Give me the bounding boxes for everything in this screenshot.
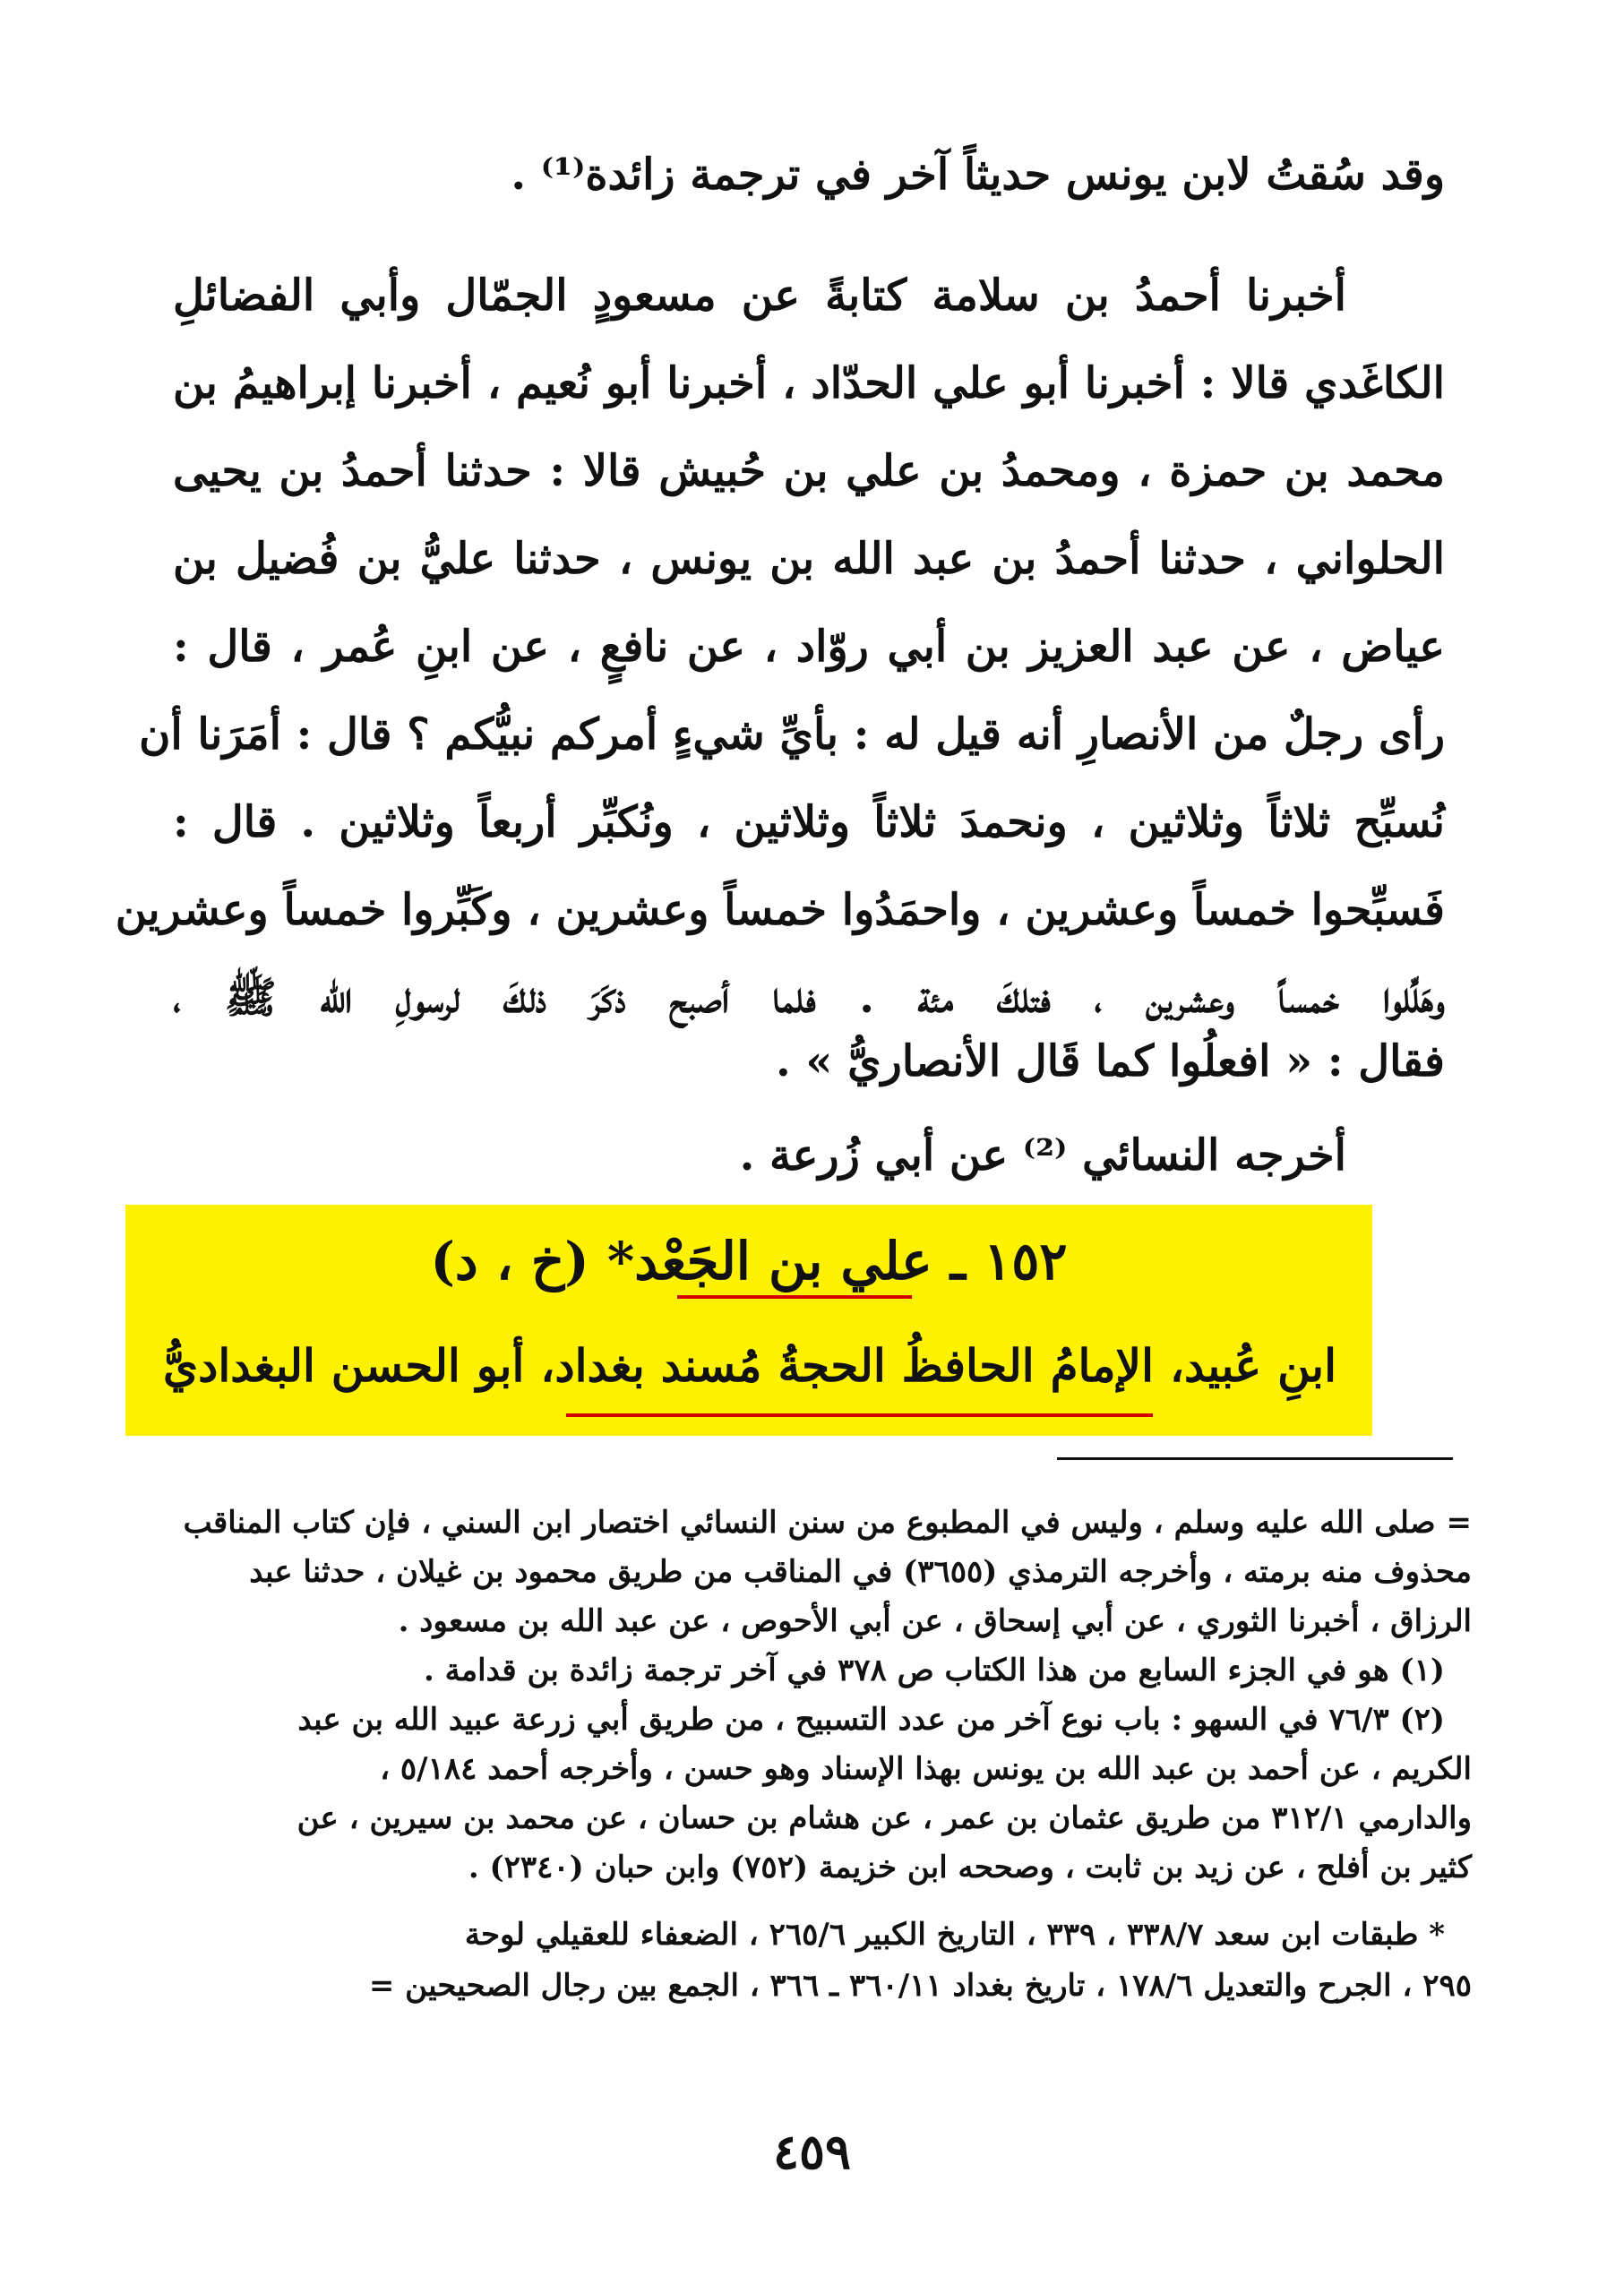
body-line-12: أخرجه النسائي ⁽²⁾ عن أبي زُرعة .	[739, 1130, 1346, 1181]
entry-title: ١٥٢ ـ علي بن الجَعْد* (خ ، د)	[430, 1231, 1068, 1292]
footnote-line-9: * طبقات ابن سعد ٣٣٨/٧ ، ٣٣٩ ، التاريخ الكبير ٢٦٥/٦ ، الضعفاء للعقيلي لوحة	[464, 1917, 1445, 1953]
body-line-8: نُسبِّح ثلاثاً وثلاثين ، ونحمدَ ثلاثاً وثلاثين ، ونُكبِّر أربعاً وثلاثين . قال :	[173, 797, 1445, 847]
body-line-11: فقال : « افعلُوا كما قَال الأنصاريُّ » .	[775, 1036, 1445, 1086]
subtitle-underline	[566, 1413, 1153, 1417]
footnote-line-10: ٢٩٥ ، الجرح والتعديل ١٧٨/٦ ، تاريخ بغداد ٣٦٠/١١ ـ ٣٦٦ ، الجمع بين رجال الصحيحين =	[368, 1968, 1472, 2004]
footnote-separator	[1057, 1457, 1453, 1460]
body-line-3: الكاغَدي قالا : أخبرنا أبو علي الحدّاد ، أخبرنا أبو نُعيم ، أخبرنا إبراهيمُ بن	[173, 358, 1445, 408]
footnote-line-8: كثير بن أفلح ، عن زيد بن ثابت ، وصححه ابن خزيمة (٧٥٢) وابن حبان (٢٣٤٠) .	[468, 1850, 1472, 1885]
footnote-line-3: الرزاق ، أخبرنا الثوري ، عن أبي إسحاق ، عن أبي الأحوص ، عن عبد الله بن مسعود .	[398, 1603, 1472, 1639]
body-line-5: الحلواني ، حدثنا أحمدُ بن عبد الله بن يونس ، حدثنا عليُّ بن فُضيل بن	[173, 534, 1445, 584]
body-line-10: وهَلِّلوا خمساً وعشرين ، فتلكَ مئة . فلما أصبح ذكَرَ ذلكَ لرسولِ الله ﷺ ،	[173, 973, 1445, 1023]
body-line-4: محمد بن حمزة ، ومحمدُ بن علي بن حُبيش قالا : حدثنا أحمدُ بن يحيى	[173, 446, 1445, 496]
highlighted-entry-box	[125, 1205, 1372, 1436]
body-line-1: وقد سُقتُ لابن يونس حديثاً آخر في ترجمة زائدة⁽¹⁾ .	[511, 150, 1445, 200]
title-underline	[677, 1295, 912, 1299]
body-line-2: أخبرنا أحمدُ بن سلامة كتابةً عن مسعودٍ الجمّال وأبي الفضائلِ	[173, 271, 1347, 321]
footnote-line-6: الكريم ، عن أحمد بن عبد الله بن يونس بهذا الإسناد وهو حسن ، وأخرجه أحمد ٥/١٨٤ ،	[380, 1751, 1472, 1787]
body-line-7: رأى رجلٌ من الأنصارِ أنه قيل له : بأيِّ شيءٍ أمركم نبيُّكم ؟ قال : أمَرَنا أن	[139, 709, 1445, 760]
footnote-line-7: والدارمي ٣١٢/١ من طريق عثمان بن عمر ، عن هشام بن حسان ، عن محمد بن سيرين ، عن	[296, 1800, 1472, 1836]
footnote-line-1: = صلى الله عليه وسلم ، وليس في المطبوع من سنن النسائي اختصار ابن السني ، فإن كتاب المناقب	[183, 1505, 1472, 1541]
body-line-9: فَسبِّحوا خمساً وعشرين ، واحمَدُوا خمساً وعشرين ، وكَبِّروا خمساً وعشرين	[115, 885, 1445, 935]
page-number: ٤٥٩	[772, 2123, 851, 2180]
entry-subtitle: ابنِ عُبيد، الإمامُ الحافظُ الحجةُ مُسند بغداد، أبو الحسن البغداديُّ	[163, 1339, 1336, 1392]
footnote-line-5: (٢) ٧٦/٣ في السهو : باب نوع آخر من عدد التسبيح ، من طريق أبي زرعة عبيد الله بن عبد	[297, 1702, 1445, 1738]
footnote-line-4: (١) هو في الجزء السابع من هذا الكتاب ص ٣٧٨ في آخر ترجمة زائدة بن قدامة .	[423, 1653, 1445, 1688]
body-line-6: عياض ، عن عبد العزيز بن أبي روّاد ، عن نافعٍ ، عن ابنِ عُمر ، قال :	[173, 622, 1445, 672]
footnote-line-2: محذوف منه برمته ، وأخرجه الترمذي (٣٦٥٥) في المناقب من طريق محمود بن غيلان ، حدثنا عبد	[249, 1554, 1472, 1590]
